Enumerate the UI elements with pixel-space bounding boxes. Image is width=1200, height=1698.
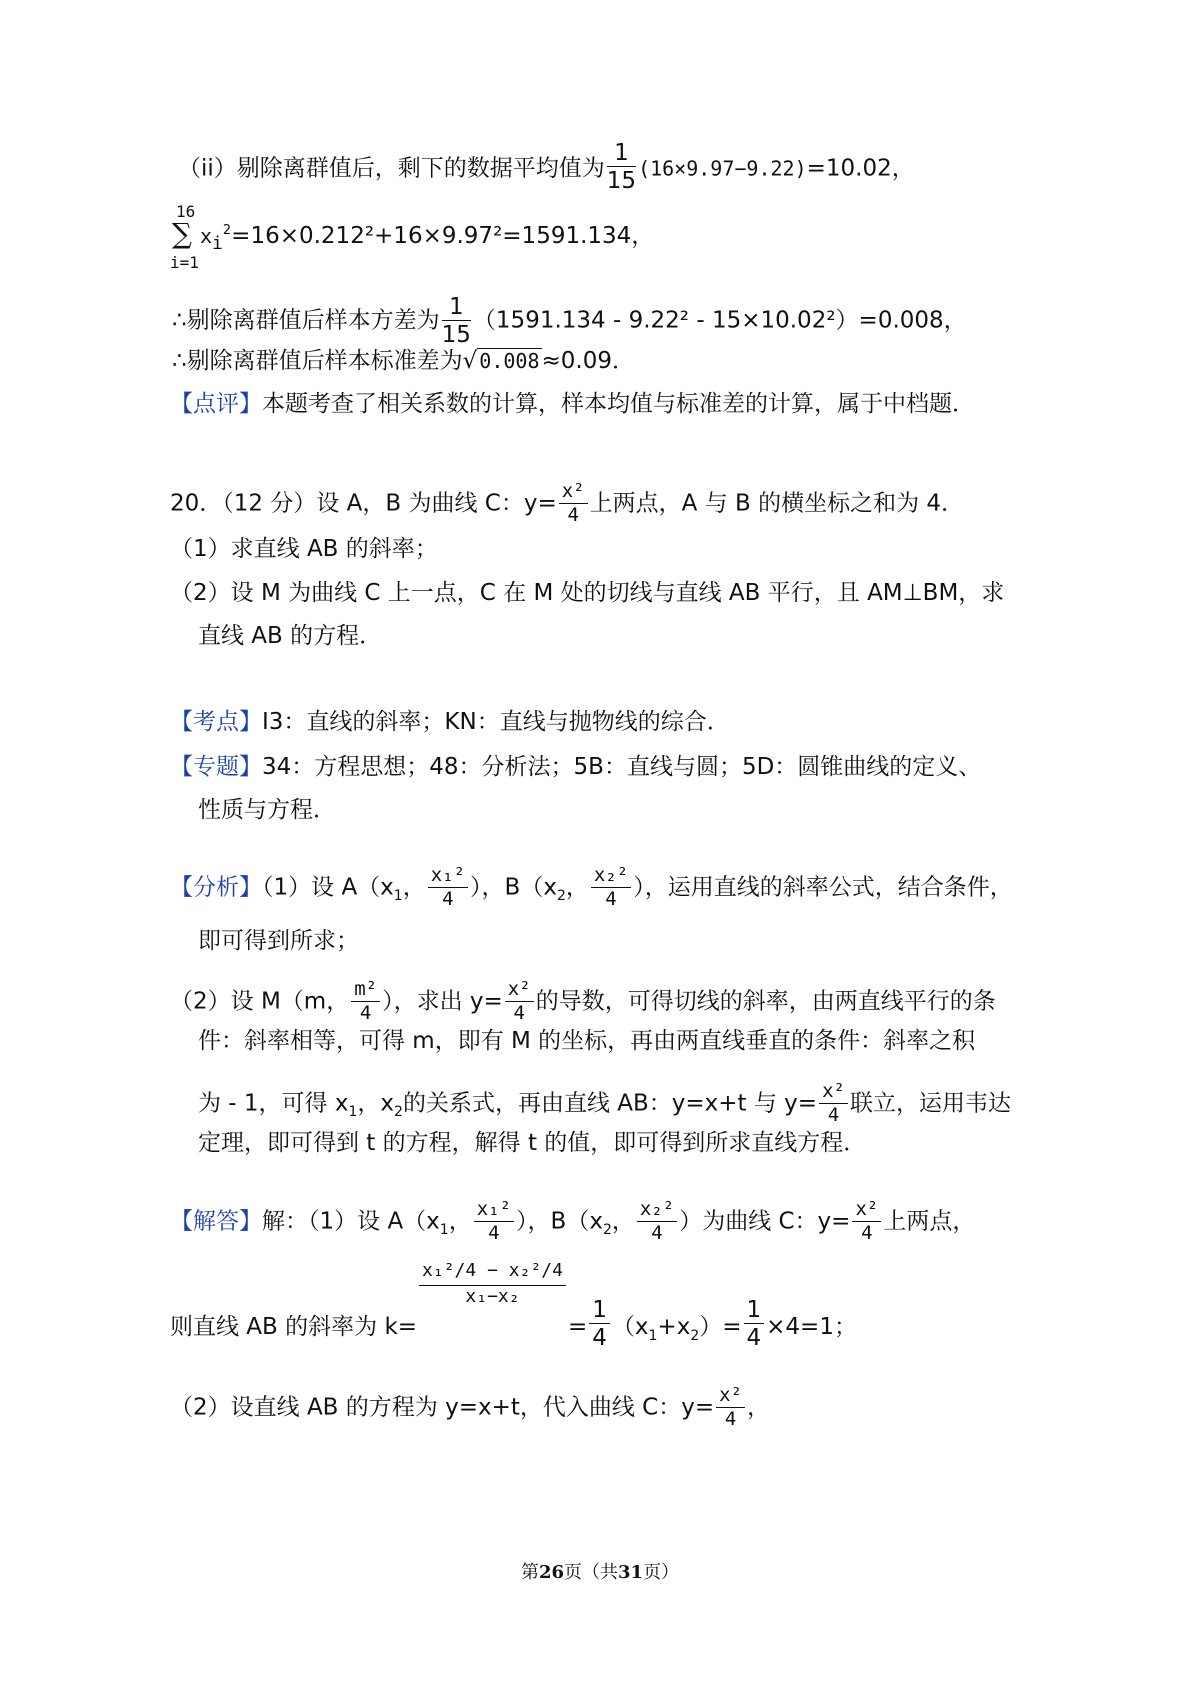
jieda-p2-f-den: 4 xyxy=(724,1407,737,1430)
jieda-tag: 【解答】 xyxy=(170,1208,262,1235)
jieda-line1 xyxy=(170,1200,1200,1244)
fenxi-l3c: 的导数，可得切线的斜率，由两直线平行的条 xyxy=(535,988,996,1015)
fenxi-line2: 即可得到所求； xyxy=(198,928,359,954)
fenxi-l5-f-den: 4 xyxy=(827,1103,840,1126)
slope-sub1: 1 xyxy=(648,1328,658,1344)
fenxi-b-sub: 2 xyxy=(556,888,566,905)
variance-fraction xyxy=(442,295,471,347)
fenxi-f1-den: 4 xyxy=(442,887,454,910)
fenxi-f2-den: 4 xyxy=(605,887,617,910)
fenxi-line4: 件：斜率相等，可得 m，即有 M 的坐标，再由两直线垂直的条件：斜率之积 xyxy=(198,1028,976,1054)
fenxi-c: ），运用直线的斜率公式，结合条件， xyxy=(633,874,1013,901)
fenxi-l3a: （2）设 M（m， xyxy=(170,988,350,1015)
fenxi-l3-f1-den: 4 xyxy=(359,1001,372,1024)
jieda-f2-num: x₂² xyxy=(637,1200,677,1222)
slope-line xyxy=(170,1260,857,1352)
jieda-b-sub: 2 xyxy=(602,1222,612,1239)
jieda-b: ），B（x xyxy=(516,1208,603,1235)
std-line xyxy=(172,350,1200,373)
slope-quarter2-num: 1 xyxy=(744,1298,765,1324)
footer-page-number: 26 xyxy=(538,1562,564,1583)
review-text: 本题考查了相关系数的计算，样本均值与标准差的计算，属于中档题． xyxy=(262,391,975,417)
slope-mid xyxy=(611,1314,742,1344)
fenxi-l5b: ，x xyxy=(357,1090,395,1117)
jieda-f3-den: 4 xyxy=(861,1221,873,1244)
sum-sub: i xyxy=(212,233,223,254)
sum-symbol: ∑ xyxy=(172,217,192,250)
slope-plus: +x xyxy=(657,1314,691,1340)
fenxi-line5 xyxy=(198,1082,1200,1126)
jieda-a-sub: 1 xyxy=(439,1222,449,1239)
variance-frac-num: 1 xyxy=(442,295,471,321)
fenxi-a: （1）设 A（x xyxy=(262,874,394,901)
fenxi-l3-frac1 xyxy=(351,980,380,1024)
std-text: ∴剔除离群值后样本标准差为 xyxy=(172,348,463,374)
mean-expression: (16×9.97−9.22) xyxy=(638,156,807,181)
fenxi-frac1 xyxy=(428,866,468,910)
slope-top-right: x₂²/4 xyxy=(508,1260,563,1281)
std-rest: ≈0.09． xyxy=(541,348,635,374)
q20-line xyxy=(170,482,1200,526)
jieda-part2-line xyxy=(170,1386,1200,1430)
footer-total-pages: 31 xyxy=(618,1562,644,1583)
review-line xyxy=(170,393,1200,416)
fenxi-f2-num: x₂² xyxy=(591,866,631,888)
zhuanti-tag: 【专题】 xyxy=(170,754,262,780)
fenxi-line6: 定理，即可得到 t 的方程，解得 t 的值，即可得到所求直线方程． xyxy=(198,1130,867,1156)
jieda-frac3 xyxy=(852,1200,881,1244)
fenxi-l3-frac2 xyxy=(505,980,534,1024)
footer-suffix: 页） xyxy=(643,1562,680,1583)
slope-quarter2-den: 4 xyxy=(746,1325,762,1352)
slope-text: 则直线 AB 的斜率为 k= xyxy=(170,1314,418,1340)
jieda-d: 上两点， xyxy=(883,1208,976,1235)
jieda-a: 解：（1）设 A（x xyxy=(262,1208,440,1235)
q20-frac-num: x² xyxy=(559,482,588,504)
mean-line xyxy=(178,140,1200,195)
jieda-a2: ， xyxy=(448,1208,472,1235)
variance-rest: （1591.134 - 9.22² - 15×10.02²）=0.008， xyxy=(472,307,967,334)
q20-fraction xyxy=(559,482,588,526)
jieda-p2-text: （2）设直线 AB 的方程为 y=x+t，代入曲线 C：y= xyxy=(170,1394,715,1421)
variance-frac-den: 15 xyxy=(441,322,471,349)
fenxi-l5-frac xyxy=(819,1082,848,1126)
sqrt-symbol: √ xyxy=(462,348,478,374)
jieda-c: ）为曲线 C：y= xyxy=(679,1208,851,1235)
review-tag: 【点评】 xyxy=(170,391,262,417)
slope-quarter-den: 4 xyxy=(592,1325,607,1352)
slope-compound-num xyxy=(419,1262,566,1286)
jieda-p2-f-num: x² xyxy=(716,1386,745,1408)
fenxi-l5-sub1: 1 xyxy=(348,1104,358,1121)
fenxi-b: ），B（x xyxy=(470,874,557,901)
fenxi-a2: ， xyxy=(402,874,426,901)
fenxi-frac2 xyxy=(591,866,631,910)
slope-sub2: 2 xyxy=(690,1328,700,1344)
fenxi-l5d: 联立，运用韦达 xyxy=(849,1090,1011,1117)
jieda-f2-den: 4 xyxy=(651,1221,663,1244)
fenxi-line3 xyxy=(170,980,1200,1024)
sqrt-value: 0.008 xyxy=(479,349,540,373)
slope-top-minus: − xyxy=(487,1260,498,1281)
q20-part2b: 直线 AB 的方程． xyxy=(198,623,383,649)
mean-result: =10.02， xyxy=(806,155,915,182)
mean-fraction xyxy=(607,141,636,193)
slope-compound-fraction xyxy=(419,1262,566,1307)
slope-end: ×4=1； xyxy=(766,1314,857,1340)
jieda-frac1 xyxy=(474,1200,514,1244)
footer-mid: 页（共 xyxy=(564,1562,618,1583)
slope-compound-den: x₁−x₂ xyxy=(465,1285,520,1307)
fenxi-l5-sub2: 2 xyxy=(394,1104,403,1121)
mean-frac-den: 15 xyxy=(606,168,637,195)
slope-close: ）= xyxy=(699,1314,742,1340)
fenxi-l3-f1-num: m² xyxy=(351,980,380,1002)
variance-text: ∴剔除离群值后样本方差为 xyxy=(172,307,440,334)
sum-var: x xyxy=(200,224,213,248)
fenxi-l5-f-num: x² xyxy=(819,1082,848,1104)
slope-frac-quarter2 xyxy=(744,1298,765,1350)
sum-sup: 2 xyxy=(222,223,232,238)
jieda-frac2 xyxy=(637,1200,677,1244)
kaodian-line xyxy=(170,711,1200,734)
zhuanti-text1: 34：方程思想；48：分析法；5B：直线与圆；5D：圆锥曲线的定义、 xyxy=(262,754,982,780)
jieda-p2-end: ， xyxy=(747,1394,771,1421)
variance-line xyxy=(172,295,1200,347)
sum-line xyxy=(200,223,655,254)
page-footer xyxy=(0,1558,1200,1584)
slope-frac-quarter xyxy=(589,1298,610,1350)
q20-tail: 上两点，A 与 B 的横坐标之和为 4． xyxy=(589,490,965,517)
footer-prefix: 第 xyxy=(520,1562,539,1583)
kaodian-tag: 【考点】 xyxy=(170,709,262,735)
fenxi-l5a: 为 - 1，可得 x xyxy=(198,1090,349,1117)
jieda-f3-num: x² xyxy=(852,1200,881,1222)
jieda-f1-num: x₁² xyxy=(474,1200,514,1222)
fenxi-l3-f2-num: x² xyxy=(505,980,534,1002)
jieda-f1-den: 4 xyxy=(488,1221,500,1244)
slope-eq: = xyxy=(567,1314,588,1340)
slope-quarter-num: 1 xyxy=(589,1298,610,1324)
fenxi-line1 xyxy=(170,866,1200,910)
fenxi-tag: 【分析】 xyxy=(170,874,262,901)
fenxi-b2: ， xyxy=(565,874,589,901)
fenxi-a-sub: 1 xyxy=(393,888,403,905)
sum-top: 16 xyxy=(176,202,196,221)
fenxi-l3b: ），求出 y= xyxy=(382,988,503,1015)
fenxi-f1-num: x₁² xyxy=(428,866,468,888)
kaodian-text: I3：直线的斜率；KN：直线与抛物线的综合． xyxy=(262,709,730,735)
jieda-p2-frac xyxy=(716,1386,745,1430)
mean-text: （ii）剔除离群值后，剩下的数据平均值为 xyxy=(178,155,605,182)
fenxi-l3-f2-den: 4 xyxy=(513,1001,525,1024)
q20-part2a: （2）设 M 为曲线 C 上一点，C 在 M 处的切线与直线 AB 平行，且 AM⊥BM，求 xyxy=(170,580,1005,606)
sum-rest: =16×0.212²+16×9.97²=1591.134， xyxy=(231,223,655,249)
q20-part1: （1）求直线 AB 的斜率； xyxy=(170,536,438,562)
fenxi-l5c: 的关系式，再由直线 AB：y=x+t 与 y= xyxy=(402,1090,818,1117)
zhuanti-line xyxy=(170,756,1200,779)
mean-frac-num: 1 xyxy=(607,141,636,167)
sum-bottom: i=1 xyxy=(170,253,199,272)
q20-frac-den: 4 xyxy=(567,503,579,526)
slope-mid-open: （x xyxy=(611,1314,649,1340)
slope-top-left: x₁²/4 xyxy=(422,1260,477,1281)
jieda-b2: ， xyxy=(611,1208,635,1235)
zhuanti-text2: 性质与方程． xyxy=(198,797,336,823)
q20-head: 20．（12 分）设 A，B 为曲线 C：y= xyxy=(170,490,557,517)
